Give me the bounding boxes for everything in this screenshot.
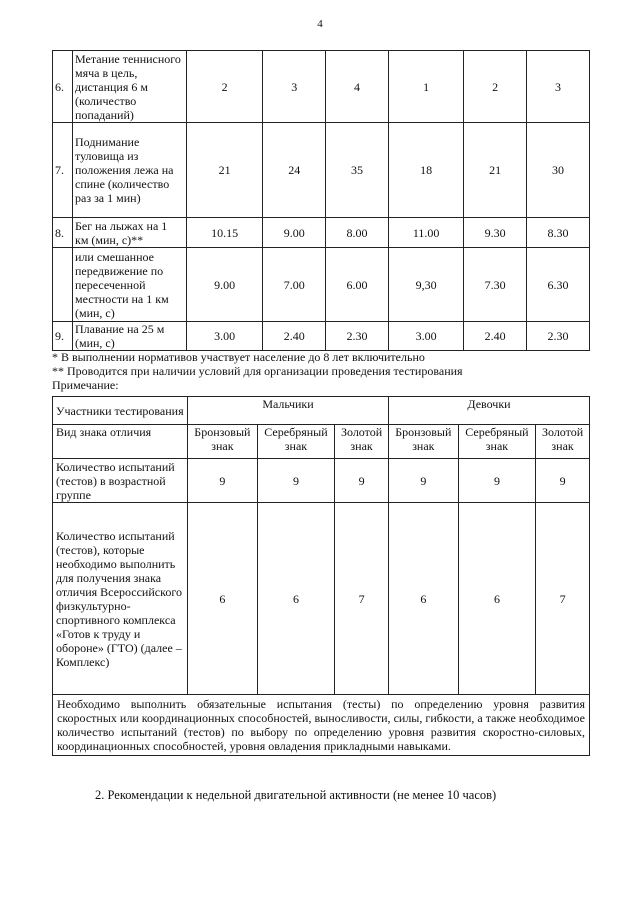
- value-cell: 9: [458, 459, 535, 503]
- row-number: 8.: [53, 218, 73, 248]
- remark-label: Примечание:: [52, 378, 119, 392]
- badge-header: Золотой знак: [536, 425, 590, 459]
- value-cell: 1: [388, 51, 463, 123]
- value-cell: 3.00: [388, 322, 463, 351]
- value-cell: 6.00: [326, 248, 389, 322]
- badge-header: Бронзовый знак: [188, 425, 258, 459]
- table-row: [53, 425, 590, 459]
- exercise-name: Бег на лыжах на 1 км (мин, с)**: [73, 218, 187, 248]
- boys-header: Мальчики: [188, 397, 389, 425]
- row-number: 9.: [53, 322, 73, 351]
- value-cell: 9.30: [464, 218, 527, 248]
- value-cell: 2.40: [263, 322, 326, 351]
- value-cell: 2.30: [326, 322, 389, 351]
- girls-header: Девочки: [388, 397, 589, 425]
- value-cell: 2: [464, 51, 527, 123]
- exercise-name: Поднимание туловища из положения лежа на спине (количество раз за 1 мин): [73, 123, 187, 218]
- requirements-note: Необходимо выполнить обязательные испытания (тесты) по определению уровня развития скоростных или координационных способностей, выносливости, силы, гибкости, а также необходимое количество испытаний (тестов) по выбору по определению уровня развития скоростно-силовых, координационных способностей, уровня овладения прикладными навыками.: [53, 695, 590, 756]
- value-cell: 30: [527, 123, 590, 218]
- table-row: [53, 218, 590, 248]
- value-cell: 8.00: [326, 218, 389, 248]
- value-cell: 7: [335, 503, 389, 695]
- value-cell: 7: [536, 503, 590, 695]
- value-cell: 9.00: [263, 218, 326, 248]
- value-cell: 3: [527, 51, 590, 123]
- value-cell: 21: [464, 123, 527, 218]
- value-cell: 7.30: [464, 248, 527, 322]
- value-cell: 2.30: [527, 322, 590, 351]
- value-cell: 35: [326, 123, 389, 218]
- footnote-2: ** Проводится при наличии условий для организации проведения тестирования: [52, 364, 463, 378]
- standards-table: [52, 50, 590, 351]
- value-cell: 3: [263, 51, 326, 123]
- value-cell: 10.15: [187, 218, 263, 248]
- table-row: [53, 123, 590, 218]
- recommendation-heading: 2. Рекомендации к недельной двигательной активности (не менее 10 часов): [95, 788, 497, 802]
- table-row: [53, 51, 590, 123]
- value-cell: 7.00: [263, 248, 326, 322]
- table-row: [53, 322, 590, 351]
- exercise-name: или смешанное передвижение по пересеченной местности на 1 км (мин, с): [73, 248, 187, 322]
- table-row: [53, 459, 590, 503]
- value-cell: 9: [388, 459, 458, 503]
- value-cell: 9,30: [388, 248, 463, 322]
- footnotes: [52, 350, 463, 392]
- value-cell: 21: [187, 123, 263, 218]
- row-label: Количество испытаний (тестов) в возрастной группе: [53, 459, 188, 503]
- badge-header: Серебряный знак: [257, 425, 334, 459]
- table-row: [53, 503, 590, 695]
- badge-header: Серебряный знак: [458, 425, 535, 459]
- table-row: [53, 397, 590, 425]
- value-cell: 6: [188, 503, 258, 695]
- value-cell: 3.00: [187, 322, 263, 351]
- page-number: 4: [317, 18, 323, 30]
- value-cell: 8.30: [527, 218, 590, 248]
- footnote-1: * В выполнении нормативов участвует население до 8 лет включительно: [52, 350, 425, 364]
- badge-header: Бронзовый знак: [388, 425, 458, 459]
- participants-label: Участники тестирования: [53, 397, 188, 425]
- value-cell: 9: [257, 459, 334, 503]
- table-row: [53, 695, 590, 756]
- value-cell: 6: [257, 503, 334, 695]
- value-cell: 6.30: [527, 248, 590, 322]
- exercise-name: Плавание на 25 м (мин, с): [73, 322, 187, 351]
- value-cell: 24: [263, 123, 326, 218]
- row-number: [53, 248, 73, 322]
- value-cell: 9: [188, 459, 258, 503]
- value-cell: 2: [187, 51, 263, 123]
- table-row: [53, 248, 590, 322]
- value-cell: 9: [335, 459, 389, 503]
- exercise-name: Метание теннисного мяча в цель, дистанция 6 м (количество попаданий): [73, 51, 187, 123]
- badge-table: [52, 396, 590, 756]
- value-cell: 4: [326, 51, 389, 123]
- row-number: 7.: [53, 123, 73, 218]
- row-label: Количество испытаний (тестов), которые необходимо выполнить для получения знака отличия Всероссийского физкультурно-спортивного комплекса «Готов к труду и обороне» (ГТО) (далее – Комплекс): [53, 503, 188, 695]
- value-cell: 11.00: [388, 218, 463, 248]
- value-cell: 6: [458, 503, 535, 695]
- badge-type-label: Вид знака отличия: [53, 425, 188, 459]
- value-cell: 18: [388, 123, 463, 218]
- value-cell: 2.40: [464, 322, 527, 351]
- value-cell: 9: [536, 459, 590, 503]
- row-number: 6.: [53, 51, 73, 123]
- value-cell: 6: [388, 503, 458, 695]
- badge-header: Золотой знак: [335, 425, 389, 459]
- value-cell: 9.00: [187, 248, 263, 322]
